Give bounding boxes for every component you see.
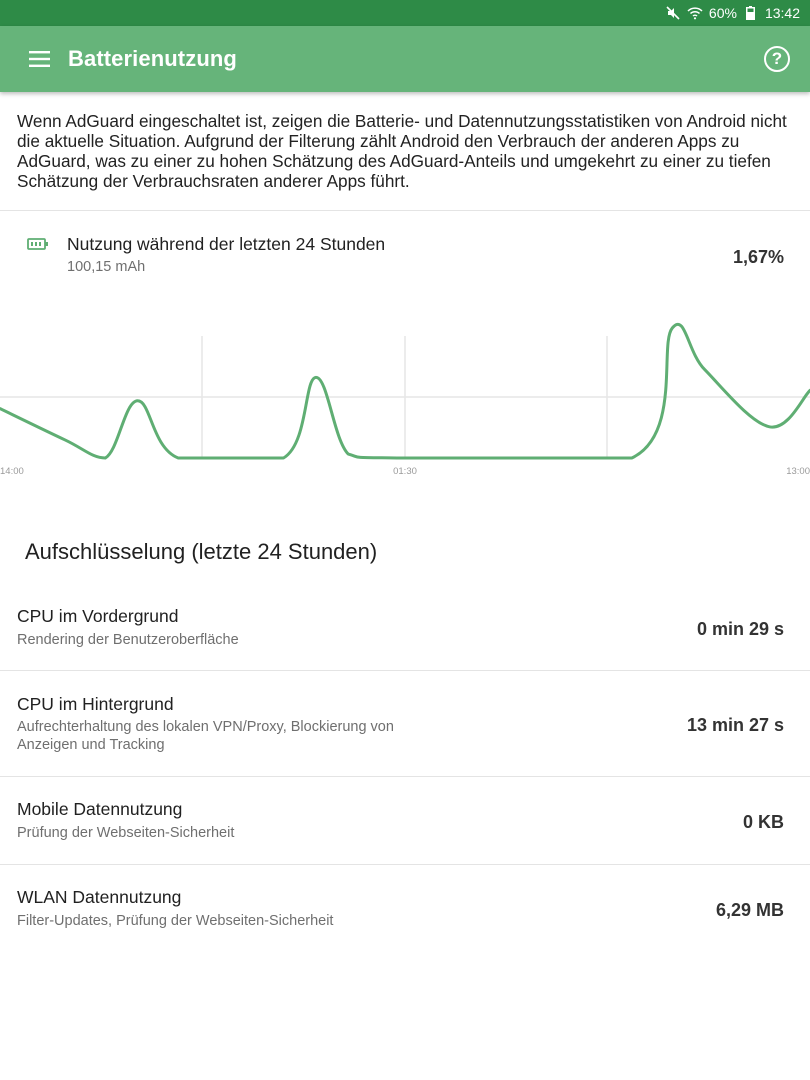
usage-summary: [0, 211, 810, 301]
item-subtitle: Aufrechterhaltung des lokalen VPN/Proxy, Blockierung von Anzeigen und Tracking: [17, 719, 394, 753]
intro-text: Wenn AdGuard eingeschaltet ist, zeigen die Batterie- und Datennutzungsstatistiken von Android nicht die aktuelle Situation. Aufgrund der Filterung zählt Android den Verbrauch der anderen Apps zu AdGuard, was zu einer zu hohen Schätzung des AdGuard-Anteils und umgekehrt zu einer zu tiefen Schätzung der Verbrauchsraten anderer Apps führt.: [17, 111, 787, 191]
x-tick-label: 14:00: [0, 466, 24, 477]
list-item: [0, 777, 810, 864]
battery-status-icon: [743, 5, 759, 21]
clock: 13:42: [764, 5, 800, 21]
item-title: CPU im Vordergrund: [17, 606, 179, 626]
item-value: 0 min 29 s: [696, 619, 784, 639]
chart-tick-labels: [0, 466, 810, 477]
item-subtitle: Prüfung der Webseiten-Sicherheit: [17, 825, 235, 841]
battery-icon: [27, 237, 49, 251]
app-bar: [0, 26, 810, 92]
page-title: Batterienutzung: [68, 46, 237, 71]
item-subtitle: Filter-Updates, Prüfung der Webseiten-Sicherheit: [17, 913, 334, 929]
list-item: [0, 590, 810, 670]
item-title: WLAN Datennutzung: [17, 887, 182, 907]
item-title: CPU im Hintergrund: [17, 694, 174, 714]
wifi-icon: [687, 5, 703, 21]
item-value: 6,29 MB: [715, 900, 784, 920]
usage-chart: [0, 300, 810, 490]
battery-percent: 60%: [708, 5, 737, 21]
item-value: 0 KB: [742, 812, 784, 832]
help-icon[interactable]: ?: [764, 46, 790, 72]
list-item: [0, 865, 810, 955]
item-title: Mobile Datennutzung: [17, 799, 183, 819]
item-subtitle: Rendering der Benutzeroberfläche: [17, 632, 239, 648]
list-item: [0, 671, 810, 776]
usage-value: 1,67%: [732, 247, 784, 267]
usage-title: Nutzung während der letzten 24 Stunden: [67, 234, 386, 254]
item-value: 13 min 27 s: [686, 715, 784, 735]
usage-subtitle: 100,15 mAh: [67, 259, 146, 275]
menu-icon[interactable]: [22, 41, 58, 77]
mute-icon: [665, 5, 681, 21]
x-tick-label: 13:00: [786, 466, 810, 477]
x-tick-label: 01:30: [393, 466, 417, 477]
breakdown-title: Aufschlüsselung (letzte 24 Stunden): [25, 539, 378, 564]
chart-grid: [0, 336, 810, 458]
status-bar: [0, 0, 810, 26]
